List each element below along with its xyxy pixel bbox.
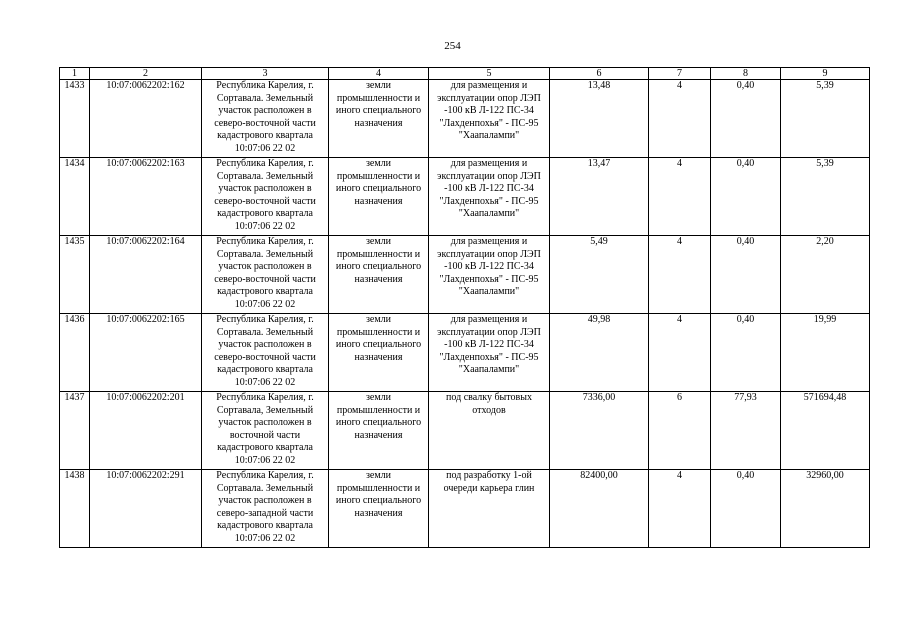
permitted-use-cell: для размещения и эксплуатации опор ЛЭП -100 кВ Л-122 ПС-34 "Лахденпохья" - ПС-95 "Хаапалампи": [429, 80, 550, 158]
col8-cell: 0,40: [711, 470, 781, 548]
land-registry-table: [59, 67, 870, 548]
location-cell: Республика Карелия, г. Сортавала, Земельный участок расположен в восточной части кадастрового квартала 10:07:06 22 02: [202, 392, 329, 470]
column-header: 7: [649, 68, 711, 80]
row-number-cell: 1436: [60, 314, 90, 392]
permitted-use-cell: для размещения и эксплуатации опор ЛЭП -100 кВ Л-122 ПС-34 "Лахденпохья" - ПС-95 "Хаапалампи": [429, 158, 550, 236]
location-cell: Республика Карелия, г. Сортавала. Земельный участок расположен в северо-восточной части кадастрового квартала 10:07:06 22 02: [202, 314, 329, 392]
location-cell: Республика Карелия, г. Сортавала. Земельный участок расположен в северо-западной части кадастрового квартала 10:07:06 22 02: [202, 470, 329, 548]
cadastral-number-cell: 10:07:0062202:162: [90, 80, 202, 158]
column-header: 3: [202, 68, 329, 80]
location-cell: Республика Карелия, г. Сортавала. Земельный участок расположен в северо-восточной части кадастрового квартала 10:07:06 22 02: [202, 158, 329, 236]
cadastral-number-cell: 10:07:0062202:291: [90, 470, 202, 548]
column-header: 9: [781, 68, 870, 80]
cadastral-number-cell: 10:07:0062202:164: [90, 236, 202, 314]
land-category-cell: земли промышленности и иного специального назначения: [329, 314, 429, 392]
area-cell: 5,49: [550, 236, 649, 314]
col9-cell: 5,39: [781, 80, 870, 158]
area-cell: 13,48: [550, 80, 649, 158]
location-cell: Республика Карелия, г. Сортавала. Земельный участок расположен в северо-восточной части кадастрового квартала 10:07:06 22 02: [202, 236, 329, 314]
area-cell: 82400,00: [550, 470, 649, 548]
col8-cell: 0,40: [711, 314, 781, 392]
row-number-cell: 1437: [60, 392, 90, 470]
col8-cell: 77,93: [711, 392, 781, 470]
col8-cell: 0,40: [711, 158, 781, 236]
column-header: 8: [711, 68, 781, 80]
cadastral-number-cell: 10:07:0062202:201: [90, 392, 202, 470]
col9-cell: 19,99: [781, 314, 870, 392]
area-cell: 13,47: [550, 158, 649, 236]
land-category-cell: земли промышленности и иного специального назначения: [329, 158, 429, 236]
col9-cell: 5,39: [781, 158, 870, 236]
col9-cell: 2,20: [781, 236, 870, 314]
column-header: 2: [90, 68, 202, 80]
table-row: [60, 392, 870, 470]
column-header: 1: [60, 68, 90, 80]
header-row: [60, 68, 870, 80]
row-number-cell: 1435: [60, 236, 90, 314]
permitted-use-cell: для размещения и эксплуатации опор ЛЭП -100 кВ Л-122 ПС-34 "Лахденпохья" - ПС-95 "Хаапалампи": [429, 314, 550, 392]
page-number: 254: [444, 40, 461, 52]
location-cell: Республика Карелия, г. Сортавала. Земельный участок расположен в северо-восточной части кадастрового квартала 10:07:06 22 02: [202, 80, 329, 158]
column-header: 6: [550, 68, 649, 80]
cadastral-number-cell: 10:07:0062202:165: [90, 314, 202, 392]
table-row: [60, 80, 870, 158]
col8-cell: 0,40: [711, 236, 781, 314]
land-category-cell: земли промышленности и иного специального назначения: [329, 80, 429, 158]
col9-cell: 571694,48: [781, 392, 870, 470]
col7-cell: 4: [649, 158, 711, 236]
row-number-cell: 1433: [60, 80, 90, 158]
table-row: [60, 470, 870, 548]
col7-cell: 4: [649, 80, 711, 158]
col7-cell: 6: [649, 392, 711, 470]
permitted-use-cell: под свалку бытовых отходов: [429, 392, 550, 470]
table-row: [60, 314, 870, 392]
col8-cell: 0,40: [711, 80, 781, 158]
col9-cell: 32960,00: [781, 470, 870, 548]
permitted-use-cell: для размещения и эксплуатации опор ЛЭП -100 кВ Л-122 ПС-34 "Лахденпохья" - ПС-95 "Хаапалампи": [429, 236, 550, 314]
land-category-cell: земли промышленности и иного специального назначения: [329, 470, 429, 548]
area-cell: 7336,00: [550, 392, 649, 470]
column-header: 5: [429, 68, 550, 80]
table-row: [60, 158, 870, 236]
table-row: [60, 236, 870, 314]
land-category-cell: земли промышленности и иного специального назначения: [329, 392, 429, 470]
cadastral-number-cell: 10:07:0062202:163: [90, 158, 202, 236]
row-number-cell: 1438: [60, 470, 90, 548]
col7-cell: 4: [649, 314, 711, 392]
col7-cell: 4: [649, 470, 711, 548]
area-cell: 49,98: [550, 314, 649, 392]
col7-cell: 4: [649, 236, 711, 314]
land-category-cell: земли промышленности и иного специального назначения: [329, 236, 429, 314]
permitted-use-cell: под разработку 1-ой очереди карьера глин: [429, 470, 550, 548]
row-number-cell: 1434: [60, 158, 90, 236]
column-header: 4: [329, 68, 429, 80]
